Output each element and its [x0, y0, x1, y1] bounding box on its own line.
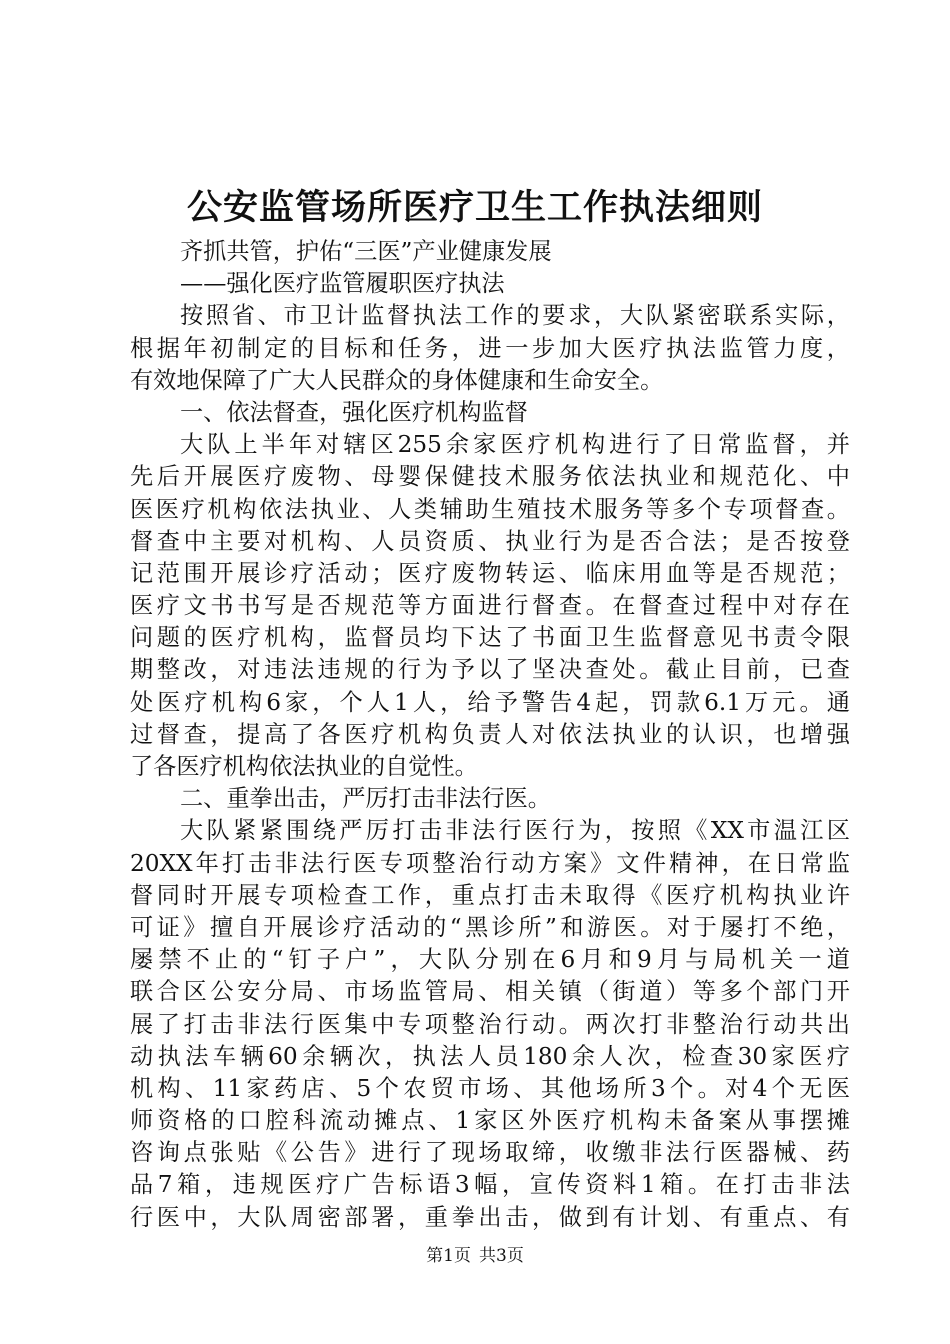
paragraph-line: 大队紧紧围绕严厉打击非法行医行为，按照《XX市温江区: [180, 817, 850, 845]
page-footer: [0, 1244, 950, 1268]
paragraph-line: 行医中，大队周密部署，重拳出击，做到有计划、有重点、有: [130, 1203, 850, 1231]
document-title: 公安监管场所医疗卫生工作执法细则: [186, 187, 763, 228]
paragraph-line: 按照省、市卫计监督执法工作的要求，大队紧密联系实际，: [180, 302, 850, 330]
section-heading: 一、依法督查，强化医疗机构监督: [180, 398, 528, 426]
document-body: [130, 236, 850, 1234]
paragraph-line: 了各医疗机构依法执业的自觉性。: [130, 753, 478, 780]
paragraph-line: 过督查，提高了各医疗机构负责人对依法执业的认识，也增强: [130, 720, 850, 748]
section-heading: 二、重拳出击，严厉打击非法行医。: [180, 785, 551, 813]
subtitle-line: ——强化医疗监管履职医疗执法: [180, 270, 505, 298]
paragraph-line: 20XX年打击非法行医专项整治行动方案》文件精神，在日常监: [130, 849, 850, 877]
paragraph-line: 记范围开展诊疗活动；医疗废物转运、临床用血等是否规范；: [130, 559, 850, 587]
paragraph-line: 期整改，对违法违规的行为予以了坚决查处。截止目前，已查: [130, 656, 850, 684]
paragraph-line: 品7箱，违规医疗广告标语3幅，宣传资料1箱。在打击非法: [130, 1171, 850, 1199]
paragraph-line: 有效地保障了广大人民群众的身体健康和生命安全。: [130, 366, 664, 394]
paragraph-line: 展了打击非法行医集中专项整治行动。两次打非整治行动共出: [130, 1010, 850, 1038]
page-total: 共3页: [479, 1246, 524, 1266]
paragraph-line: 处医疗机构6家，个人1人，给予警告4起，罚款6.1万元。通: [130, 688, 850, 716]
paragraph-line: 屡禁不止的“钉子户”，大队分别在6月和9月与局机关一道: [130, 946, 850, 974]
paragraph-line: 咨询点张贴《公告》进行了现场取缔，收缴非法行医器械、药: [130, 1139, 850, 1167]
paragraph-line: 督查中主要对机构、人员资质、执业行为是否合法；是否按登: [130, 527, 850, 555]
paragraph-line: 大队上半年对辖区255余家医疗机构进行了日常监督，并: [180, 431, 850, 459]
paragraph-line: 机构、11家药店、5个农贸市场、其他场所3个。对4个无医: [130, 1074, 850, 1102]
paragraph-line: 联合区公安分局、市场监管局、相关镇（街道）等多个部门开: [130, 978, 850, 1006]
page-number: 第1页: [426, 1246, 471, 1266]
paragraph-line: 医疗文书书写是否规范等方面进行督查。在督查过程中对存在: [130, 592, 850, 620]
paragraph-line: 师资格的口腔科流动摊点、1家区外医疗机构未备案从事摆摊: [130, 1107, 850, 1135]
paragraph-line: 医医疗机构依法执业、人类辅助生殖技术服务等多个专项督查。: [130, 495, 850, 523]
paragraph-line: 督同时开展专项检查工作，重点打击未取得《医疗机构执业许: [130, 881, 850, 909]
paragraph-line: 问题的医疗机构，监督员均下达了书面卫生监督意见书责令限: [130, 624, 850, 652]
paragraph-line: 可证》擅自开展诊疗活动的“黑诊所”和游医。对于屡打不绝，: [130, 913, 850, 941]
paragraph-line: 动执法车辆60余辆次，执法人员180余人次，检查30家医疗: [130, 1042, 850, 1070]
paragraph-line: 根据年初制定的目标和任务，进一步加大医疗执法监管力度，: [130, 334, 850, 362]
paragraph-line: 先后开展医疗废物、母婴保健技术服务依法执业和规范化、中: [130, 463, 850, 491]
subtitle-line: 齐抓共管，护佑“三医”产业健康发展: [180, 238, 552, 265]
